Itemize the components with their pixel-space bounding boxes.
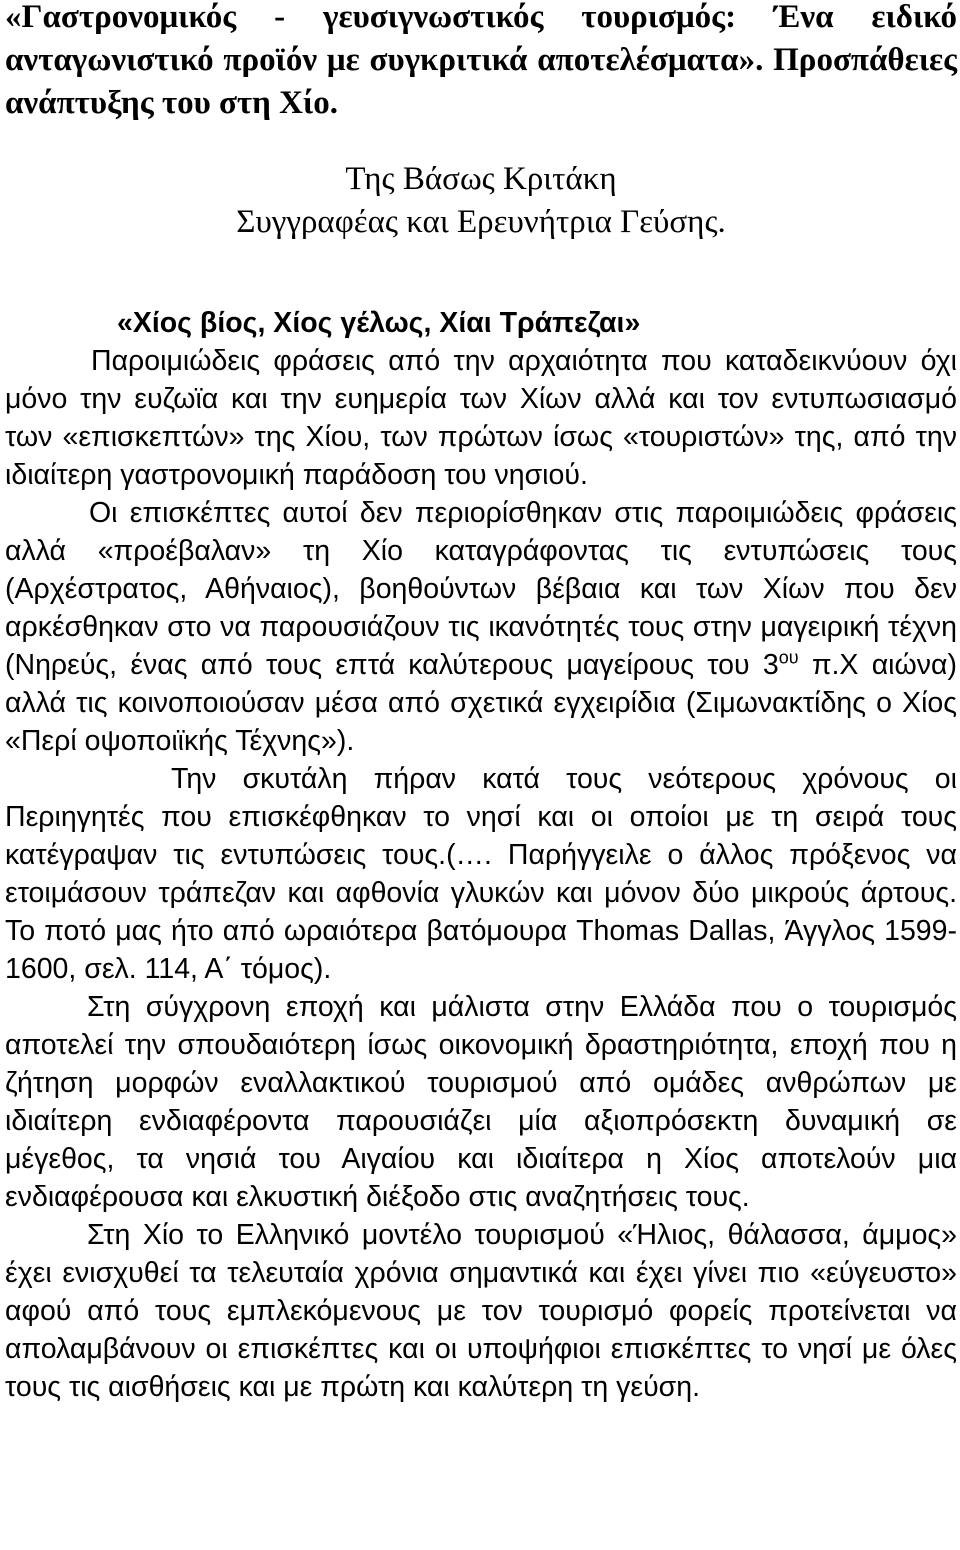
- ordinal-superscript: ου: [778, 647, 799, 668]
- paragraph-3: Την σκυτάλη πήραν κατά τους νεότερους χρόνους οι Περιηγητές που επισκέφθηκαν το νησί και οι οποίοι με τη σειρά τους κατέγραψαν τις εντυπώσεις τους.(…. Παρήγγειλε ο άλλος πρόξενος να ετοιμάσουν τράπεζαν και αφθονία γλυκών και μόνον δύο μικρούς άρτους. Το ποτό μας ήτο από ωραιότερα βατόμουρα Thomas Dallas, Άγγλος 1599-1600, σελ. 114, Α΄ τόμος).: [5, 763, 957, 985]
- paragraph-2-text-end: π.Χ αιώνα) αλλά τις κοινοποιούσαν μέσα από σχετικά εγχειρίδια (Σιμωνακτίδης ο Χίος «Περί οψοποιϊκής Τέχνης»).: [5, 649, 957, 757]
- paragraph-1: Παροιμιώδεις φράσεις από την αρχαιότητα που καταδεικνύουν όχι μόνο την ευζωϊα και την ευημερία των Χίων αλλά και τον εντυπωσιασμό των «επισκεπτών» της Χίου, των πρώτων ίσως «τουριστών» της, από την ιδιαίτερη γαστρονομική παράδοση του νησιού.: [5, 345, 957, 491]
- author-name: Της Βάσως Κριτάκη: [345, 161, 617, 197]
- paragraph-5: Στη Χίο το Ελληνικό μοντέλο τουρισμού «Ήλιος, θάλασσα, άμμος» έχει ενισχυθεί τα τελευταία χρόνια σημαντικά και έχει γίνει πιο «εύγευστο» αφού από τους εμπλεκόμενους με τον τουρισμό φορείς προτείνεται να απολαμβάνουν οι επισκέπτες και οι υποψήφιοι επισκέπτες το νησί με όλες τους τις αισθήσεις και με πρώτη και καλύτερη τη γεύση.: [5, 1219, 957, 1403]
- document-title: «Γαστρονομικός - γευσιγνωστικός τουρισμός: Ένα ειδικό ανταγωνιστικό προϊόν με συγκριτικά αποτελέσματα». Προσπάθειες ανάπτυξης του στη Χίο.: [5, 0, 957, 121]
- author-role: Συγγραφέας και Ερευνήτρια Γεύσης.: [236, 204, 726, 240]
- paragraph-2: [5, 494, 957, 760]
- paragraph-2-text-start: Οι επισκέπτες αυτοί δεν περιορίσθηκαν στις παροιμιώδεις φράσεις αλλά «προέβαλαν» τη Χίο καταγράφοντας τις εντυπώσεις τους (Αρχέστρατος, Αθήναιος), βοηθούντων βέβαια και των Χίων που δεν αρκέσθηκαν στο να παρουσιάζουν τις ικανότητές τους στην μαγειρική τέχνη (Νηρεύς, ένας από τους επτά καλύτερους μαγείρους του 3: [5, 497, 957, 681]
- author-block: [5, 158, 957, 244]
- section-title: «Χίος βίος, Χίος γέλως, Χίαι Τράπεζαι»: [117, 307, 641, 339]
- paragraph-4: Στη σύγχρονη εποχή και μάλιστα στην Ελλάδα που ο τουρισμός αποτελεί την σπουδαιότερη ίσως οικονομική δραστηριότητα, εποχή που η ζήτηση μορφών εναλλακτικού τουρισμού από ομάδες ανθρώπων με ιδιαίτερη ενδιαφέροντα παρουσιάζει μία αξιοπρόσεκτη δυναμική σε μέγεθος, τα νησιά του Αιγαίου και ιδιαίτερα η Χίος αποτελούν μια ενδιαφέρουσα και ελκυστική διέξοδο στις αναζητήσεις τους.: [5, 991, 957, 1213]
